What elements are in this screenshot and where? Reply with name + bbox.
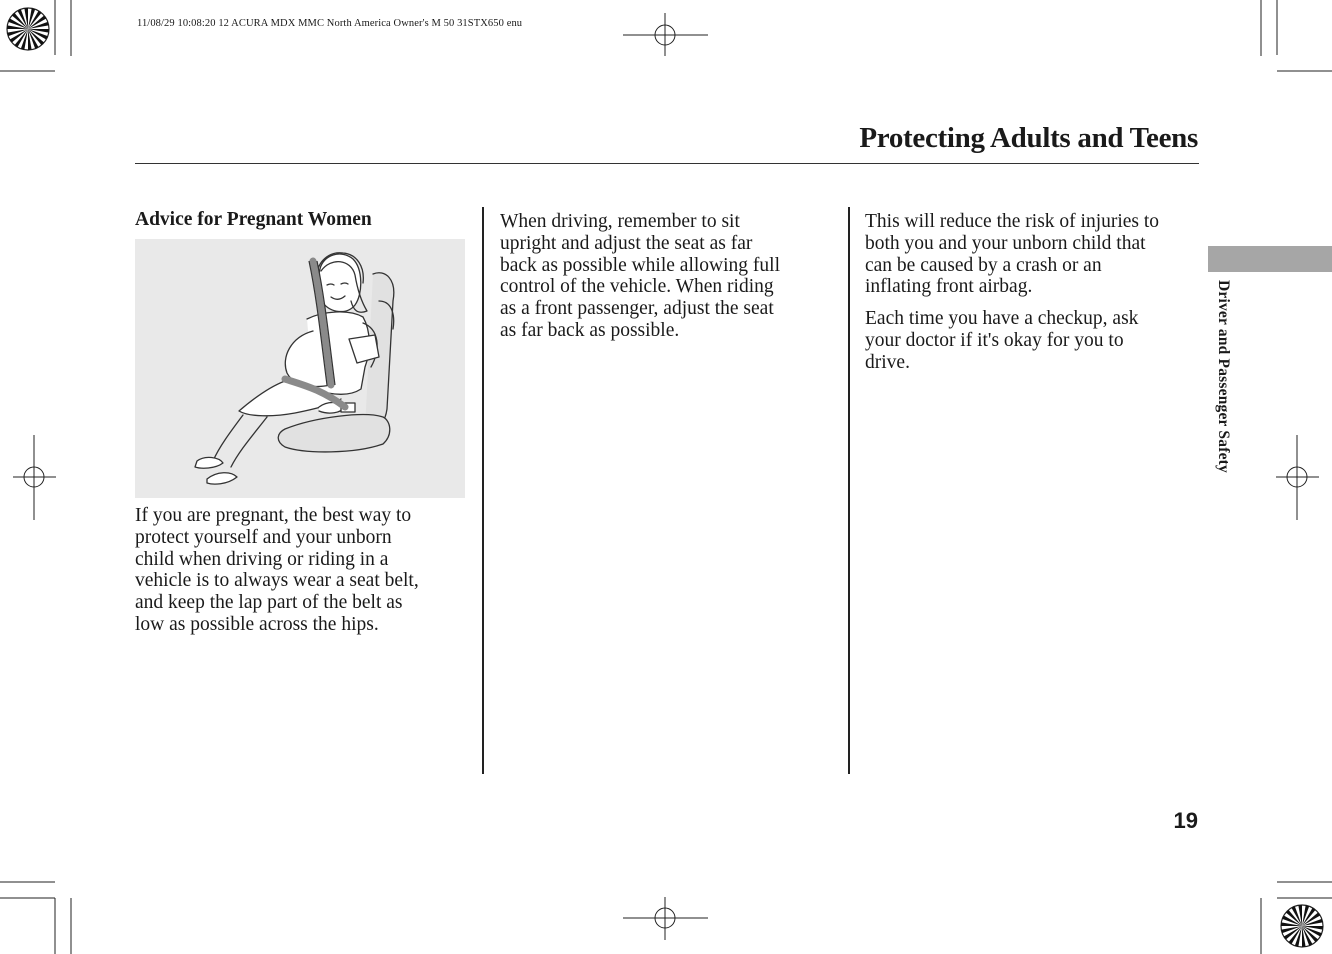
- print-info: 11/08/29 10:08:20 12 ACURA MDX MMC North America Owner's M 50 31STX650 enu: [137, 18, 523, 29]
- text-line: back as possible while allowing full: [500, 254, 780, 276]
- text-line: If you are pregnant, the best way to: [135, 505, 412, 526]
- body-paragraph: [135, 505, 419, 636]
- page-title: Protecting Adults and Teens: [859, 122, 1198, 154]
- text-line: upright and adjust the seat as far: [500, 232, 753, 254]
- text-line: inflating front airbag.: [865, 276, 1033, 298]
- pregnant-passenger-illustration: [135, 239, 465, 498]
- column-divider: [482, 207, 484, 774]
- text-line: protect yourself and your unborn: [135, 526, 392, 548]
- starburst-target-icon: [7, 8, 49, 50]
- text-line: your doctor if it's okay for you to: [865, 329, 1124, 351]
- page-number: 19: [1173, 808, 1198, 833]
- text-line: When driving, remember to sit: [500, 211, 740, 232]
- seated-woman-seatbelt-icon: [135, 239, 465, 498]
- text-line: control of the vehicle. When riding: [500, 276, 774, 298]
- section-tab: [1208, 246, 1332, 272]
- text-line: Each time you have a checkup, ask: [865, 308, 1139, 329]
- text-line: can be caused by a crash or an: [865, 254, 1102, 276]
- text-line: vehicle is to always wear a seat belt,: [135, 570, 419, 592]
- text-line: child when driving or riding in a: [135, 548, 389, 570]
- title-divider: [135, 163, 1199, 164]
- column-divider: [848, 207, 850, 774]
- starburst-target-icon: [1281, 905, 1323, 947]
- body-paragraph: [865, 211, 1159, 298]
- text-line: as far back as possible.: [500, 319, 680, 341]
- body-paragraph: [865, 308, 1138, 373]
- text-line: as a front passenger, adjust the seat: [500, 298, 774, 320]
- section-heading: Advice for Pregnant Women: [135, 209, 372, 230]
- section-tab-label: Driver and Passenger Safety: [1215, 280, 1232, 473]
- text-line: and keep the lap part of the belt as: [135, 592, 403, 614]
- text-line: This will reduce the risk of injuries to: [865, 211, 1160, 232]
- text-line: drive.: [865, 351, 910, 373]
- body-paragraph: [500, 211, 780, 342]
- text-line: low as possible across the hips.: [135, 613, 379, 635]
- text-line: both you and your unborn child that: [865, 232, 1146, 254]
